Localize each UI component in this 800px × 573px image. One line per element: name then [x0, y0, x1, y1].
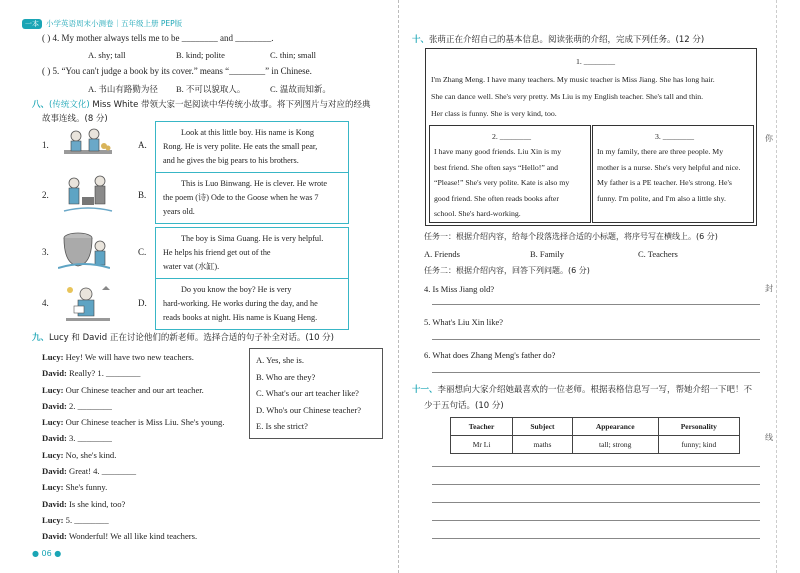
question-4-option-c[interactable]: C. thin; small [270, 50, 317, 60]
story-picture-icon[interactable] [62, 173, 114, 217]
option-a[interactable]: A. Yes, she is. [256, 355, 304, 365]
picture-number-4: 4. [42, 298, 49, 308]
writing-line[interactable] [432, 484, 760, 485]
table-header-row: Teacher Subject Appearance Personality [451, 418, 740, 436]
dialog-line: David: Really? 1. ________ [42, 368, 141, 379]
picture-number-3: 3. [42, 247, 49, 257]
table-row: Mr Li maths tall; strong funny; kind [451, 436, 740, 454]
page-header [22, 18, 182, 29]
story-letter-a: A. [138, 140, 147, 150]
story-box-c: The boy is Sima Guang. He is very helpful. He helps his friend get out of the water vat (水缸). [155, 227, 349, 279]
reading-picture-icon[interactable] [62, 282, 114, 326]
right-page [400, 0, 800, 573]
brand-logo: 一本 [22, 19, 42, 29]
section-8-title-line2: 故事连线。(8 分) [42, 114, 108, 124]
section-9-title: 九、Lucy 和 David 正在讨论他们的新老师。选择合适的句子补全对话。(10 分) [32, 333, 334, 343]
option-d[interactable]: D. Who's our Chinese teacher? [256, 404, 361, 415]
section-8-title: 八、(传统文化) Miss White 带领大家一起阅读中华传统小故事。将下列图片与对应的经典 [32, 100, 371, 110]
question-6-text: 6. What does Zhang Meng's father do? [424, 350, 556, 360]
header-title: 小学英语周末小测卷｜五年级上册 PEP版 [46, 19, 183, 28]
page-divider [398, 0, 399, 573]
writing-line[interactable] [432, 466, 760, 467]
question-4: ( ) 4. My mother always tells me to be ________ and ________. [42, 33, 274, 43]
task-2: 任务二：根据介绍内容，回答下列问题。(6 分) [424, 266, 590, 275]
option-e[interactable]: E. Is she strict? [256, 421, 308, 431]
story-box-d: Do you know the boy? He is very hard-working. He works during the day, and he reads books at night. His name is Kuang Heng. [155, 278, 349, 330]
picture-number-1: 1. [42, 140, 49, 150]
section-10-title: 十、张萌正在介绍自己的基本信息。阅读张萌的介绍，完成下列任务。(12 分) [412, 35, 705, 45]
dialog-line: Lucy: Our Chinese teacher is Miss Liu. She's young. [42, 417, 225, 428]
story-box-b: This is Luo Binwang. He is clever. He wrote the poem (诗) Ode to the Goose when he was 7 years old. [155, 172, 349, 224]
dialog-line: David: 2. ________ [42, 400, 112, 411]
dialog-line: Lucy: She's funny. [42, 482, 108, 493]
page-number: ● 06 ● [32, 549, 62, 558]
para-3-box [592, 125, 754, 223]
section-11-title-line2: 少于五句话。(10 分) [424, 401, 504, 411]
dialog-line: David: Great! 4. ________ [42, 466, 137, 477]
dialog-line: Lucy: Hey! We will have two new teachers. [42, 352, 194, 362]
dialog [42, 349, 224, 545]
answer-line-5[interactable] [432, 339, 760, 340]
question-5-option-c[interactable]: C. 温故而知新。 [270, 84, 331, 94]
water-vat-picture-icon[interactable] [58, 228, 110, 272]
picture-number-2: 2. [42, 190, 49, 200]
dialog-line: David: Is she kind, too? [42, 498, 126, 509]
margin-char: 线 [765, 433, 773, 442]
para-1: I'm Zhang Meng. I have many teachers. My music teacher is Miss Jiang. She has long hair. She can dance well. She's very pretty. Ms Liu is my English teacher. She's tall and thin. Her class is funny. She is very kind, too. [431, 75, 715, 118]
question-5-text: 5. What's Liu Xin like? [424, 317, 504, 327]
task-1-option-c[interactable]: C. Teachers [638, 249, 678, 259]
para-1-label[interactable]: 1. ________ [576, 57, 615, 66]
writing-line[interactable] [432, 502, 760, 503]
story-letter-d: D. [138, 298, 147, 308]
dialog-options-box [249, 348, 383, 439]
dialog-line: Lucy: Our Chinese teacher and our art teacher. [42, 384, 204, 395]
dialog-line: Lucy: No, she's kind. [42, 449, 117, 460]
section-11-title: 十一、李丽想向大家介绍她最喜欢的一位老师。根据表格信息写一写，帮她介绍一下吧！不 [412, 385, 753, 395]
margin-char: 你 [765, 134, 773, 143]
story-picture-icon[interactable] [62, 124, 114, 168]
answer-line-4[interactable] [432, 304, 760, 305]
para-3-label[interactable]: 3. ________ [655, 132, 694, 141]
task-1-option-b[interactable]: B. Family [530, 249, 565, 259]
cut-line [776, 0, 777, 573]
option-c[interactable]: C. What's our art teacher like? [256, 388, 359, 398]
margin-char: 封 [765, 284, 773, 293]
para-2-box [429, 125, 591, 223]
para-2-label[interactable]: 2. ________ [492, 132, 531, 141]
task-1: 任务一：根据介绍内容，给每个段落选择合适的小标题，将序号写在横线上。(6 分) [424, 232, 718, 241]
info-box [425, 48, 757, 226]
para-2: I have many good friends. Liu Xin is my best friend. She often says “Hello!” and “Please!” She's very polite. Kate is also my good friend. She often reads books after school. She's hard-working. [434, 147, 570, 218]
question-5-option-b[interactable]: B. 不可以貌取人。 [176, 84, 246, 94]
answer-line-6[interactable] [432, 372, 760, 373]
question-5-option-a[interactable]: A. 书山有路勤为径 [88, 84, 158, 94]
writing-line[interactable] [432, 520, 760, 521]
teacher-table [450, 417, 740, 454]
dialog-line: David: 3. ________ [42, 433, 112, 444]
writing-line[interactable] [432, 538, 760, 539]
dialog-line: Lucy: 5. ________ [42, 514, 109, 525]
question-4-option-b[interactable]: B. kind; polite [176, 50, 225, 60]
story-box-a: Look at this little boy. His name is Kong Rong. He is very polite. He eats the small pear, and he gives the big pears to his brothers. [155, 121, 349, 173]
question-4-text: 4. Is Miss Jiang old? [424, 284, 495, 294]
question-4-option-a[interactable]: A. shy; tall [88, 50, 126, 60]
dialog-line: David: Wonderful! We all like kind teachers. [42, 531, 198, 542]
para-3: In my family, there are three people. My mother is a nurse. She's very helpful and nice. My father is a PE teacher. He's strong. He's funny. I'm polite, and I'm also a little shy. [597, 147, 741, 203]
story-letter-b: B. [138, 190, 147, 200]
question-5: ( ) 5. “You can't judge a book by its cover.” means “________” in Chinese. [42, 66, 312, 76]
option-b[interactable]: B. Who are they? [256, 371, 316, 382]
story-letter-c: C. [138, 247, 147, 257]
task-1-option-a[interactable]: A. Friends [424, 249, 460, 259]
